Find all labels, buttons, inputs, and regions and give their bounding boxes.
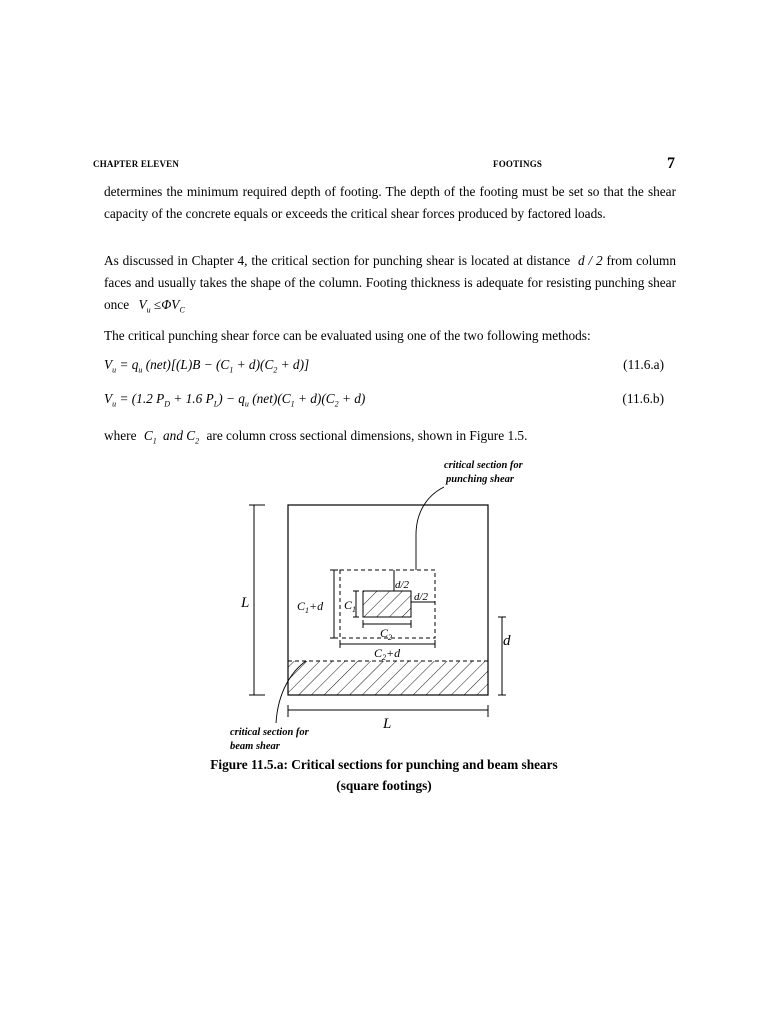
punching-shear-label-1: critical section for (444, 460, 523, 471)
dim-C2d-label: $C_2+d$ (374, 646, 401, 662)
paragraph-1: determines the minimum required depth of footing. The depth of the footing must be set so that the shear capacity of the concrete equals or exceeds the critical shear forces produced by factored loads. (104, 184, 676, 221)
dim-C2-label: $C_2$ (380, 626, 393, 642)
math-phi-vc-base: ≤ΦV (153, 297, 180, 312)
paragraph-2 (104, 250, 676, 322)
dim-d2-top-label: d/2 (395, 579, 410, 591)
chapter-title: CHAPTER ELEVEN (93, 159, 180, 169)
page-number: 7 (667, 155, 675, 172)
math-vu-base: V (138, 297, 147, 312)
figure-caption-line-1: Figure 11.5.a: Critical sections for punching and beam shears (210, 757, 558, 772)
math-and-c2-sub: 2 (195, 436, 200, 446)
figure-caption-line-2: (square footings) (336, 778, 432, 793)
equation-11-6-a (104, 357, 664, 375)
dim-d-label: d (503, 633, 511, 649)
paragraph-4-text-d: are column cross sectional dimensions, shown in Figure 1.5. (206, 428, 528, 443)
math-vu-sub: u (146, 305, 151, 315)
dim-C1d-label: $C_1+d$ (297, 599, 324, 615)
beam-shear-label-2: beam shear (230, 741, 280, 752)
math-phi-vc-sub: C (179, 305, 185, 315)
paragraph-3: The critical punching shear force can be evaluated using one of the two following methods: (104, 328, 591, 343)
equation-11-6-b (104, 391, 664, 409)
paragraph-2-text-c: from column faces and usually takes the shape of the column. Footing thickness is adequate for resisting punching shear once (104, 253, 677, 312)
math-phi-vc (153, 297, 185, 315)
dim-L-vertical-label: L (241, 595, 250, 611)
beam-shear-label-1: critical section for (230, 727, 309, 738)
punching-shear-label-2: punching shear (446, 474, 514, 485)
equation-number-a: (11.6.a) (623, 357, 664, 372)
section-title: FOOTINGS (493, 159, 543, 169)
math-and-c2 (163, 428, 200, 446)
running-header (93, 155, 681, 175)
punching-shear-leader (416, 487, 444, 570)
equation-11-6-a-body: $V_u = q_u$ $(net)[(L)B - (C_1 + d)(C_2 + d)]$ (104, 357, 310, 375)
dim-L-horizontal-label: L (383, 716, 392, 732)
math-and-c2-base: and C (163, 428, 196, 443)
math-c1-sub: 1 (152, 436, 157, 446)
math-c1-base: C (143, 428, 153, 443)
beam-shear-strip (288, 661, 488, 695)
paragraph-2-text-a: As discussed in Chapter 4, the critical section for punching shear is located at distance (104, 253, 571, 268)
math-c1 (143, 428, 157, 446)
column (363, 591, 411, 617)
paragraph-4 (104, 425, 676, 453)
dim-C1-label: $C_1$ (344, 598, 357, 614)
equation-11-6-b-body: $V_u = (1.2$ $P_D + 1.6$ $P_L) - q_u$ $(net)(C_1 + d)(C_2 + d)$ (104, 391, 366, 409)
equation-number-b: (11.6.b) (622, 391, 664, 406)
math-d-half: d / 2 (577, 253, 603, 268)
dim-d2-right-label: d/2 (414, 591, 429, 603)
math-vu (138, 297, 151, 315)
footing-figure (220, 455, 550, 755)
paragraph-4-text-a: where (104, 428, 137, 443)
